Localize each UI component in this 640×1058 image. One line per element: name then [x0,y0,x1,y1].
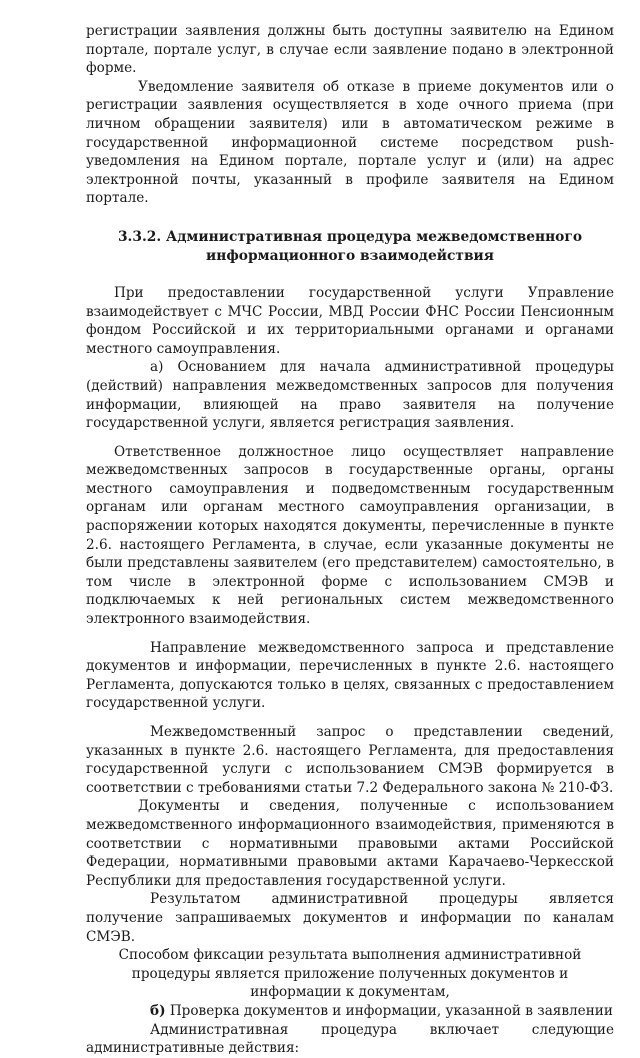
paragraph-registration-availability: регистрации заявления должны быть доступны заявителю на Едином портале, портале услуг, в случае если заявление подано в электронной форме. [86,23,614,77]
paragraph-request-purpose: Направление межведомственного запроса и представление документов и информации, перечисленных в пункте 2.6. настоящего Регламента, допускаются только в целях, связанных с предоставлением государственной услуги. [86,639,614,712]
paragraph-actions: Административная процедура включает следующие административные действия: [86,1021,614,1057]
verification-text: Проверка документов и информации, указанной в заявлении [165,1002,613,1019]
paragraph-request-format: Межведомственный запрос о представлении сведений, указанных в пункте 2.6. настоящего Регламента, для предоставления государственной услуги с использованием СМЭВ формируется в соответствии с требованиями статьи 7.2 Федерального закона № 210-ФЗ. [86,724,614,796]
paragraph-responsible-official: Ответственное должностное лицо осуществляет направление межведомственных запросов в государственные органы, органы местного самоуправления и подведомственным государственным органам или органам местного самоуправления организации, в распоряжении которых находятся документы, перечисленные в пункте 2.6. настоящего Регламента, в случае, если указанные документы не были представлены заявителем (его представителем) самостоятельно, в том числе в электронной форме с использованием СМЭВ и подключаемых к ней региональных систем межведомственного электронного взаимодействия. [86,443,614,628]
paragraph-fixation: Способом фиксации результата выполнения административной процедуры является приложение полученных документов и информации к документам, [118,947,582,1001]
paragraph-basis: а) Основанием для начала административной процедуры (действий) направления межведомственных запросов для получения информации, влияющей на право заявителя на получение государственной услуги, является регистрация заявления. [86,359,614,432]
paragraph-documents-usage: Документы и сведения, полученные с использованием межведомственного информационного взаимодействия, применяются в соответствии с нормативными правовыми актами Российской Федерации, нормативными правовыми актами Карачаево-Черкесской Республики для предоставления государственной услуги. [86,798,614,889]
list-marker: б) [150,1002,166,1019]
paragraph-verification [86,1002,614,1021]
section-heading: 3.3.2. Административная процедура межведомственного информационного взаимодействия [117,228,583,264]
paragraph-interaction: При предоставлении государственной услуги Управление взаимодействует с МЧС России, МВД России ФНС России Пенсионным фондом Российской и их территориальными органами и органами местного самоуправления. [86,284,614,357]
paragraph-notification: Уведомление заявителя об отказе в приеме документов или о регистрации заявления осуществляется в ходе очного приема (при личном обращении заявителя) или в автоматическом режиме в государственной информационной системе посредством push-уведомления на Едином портале, портале услуг и (или) на адрес электронной почты, указанный в профиле заявителя на Едином портале. [86,78,614,207]
paragraph-result: Результатом административной процедуры является получение запрашиваемых документов и информации по каналам СМЭВ. [86,891,614,945]
